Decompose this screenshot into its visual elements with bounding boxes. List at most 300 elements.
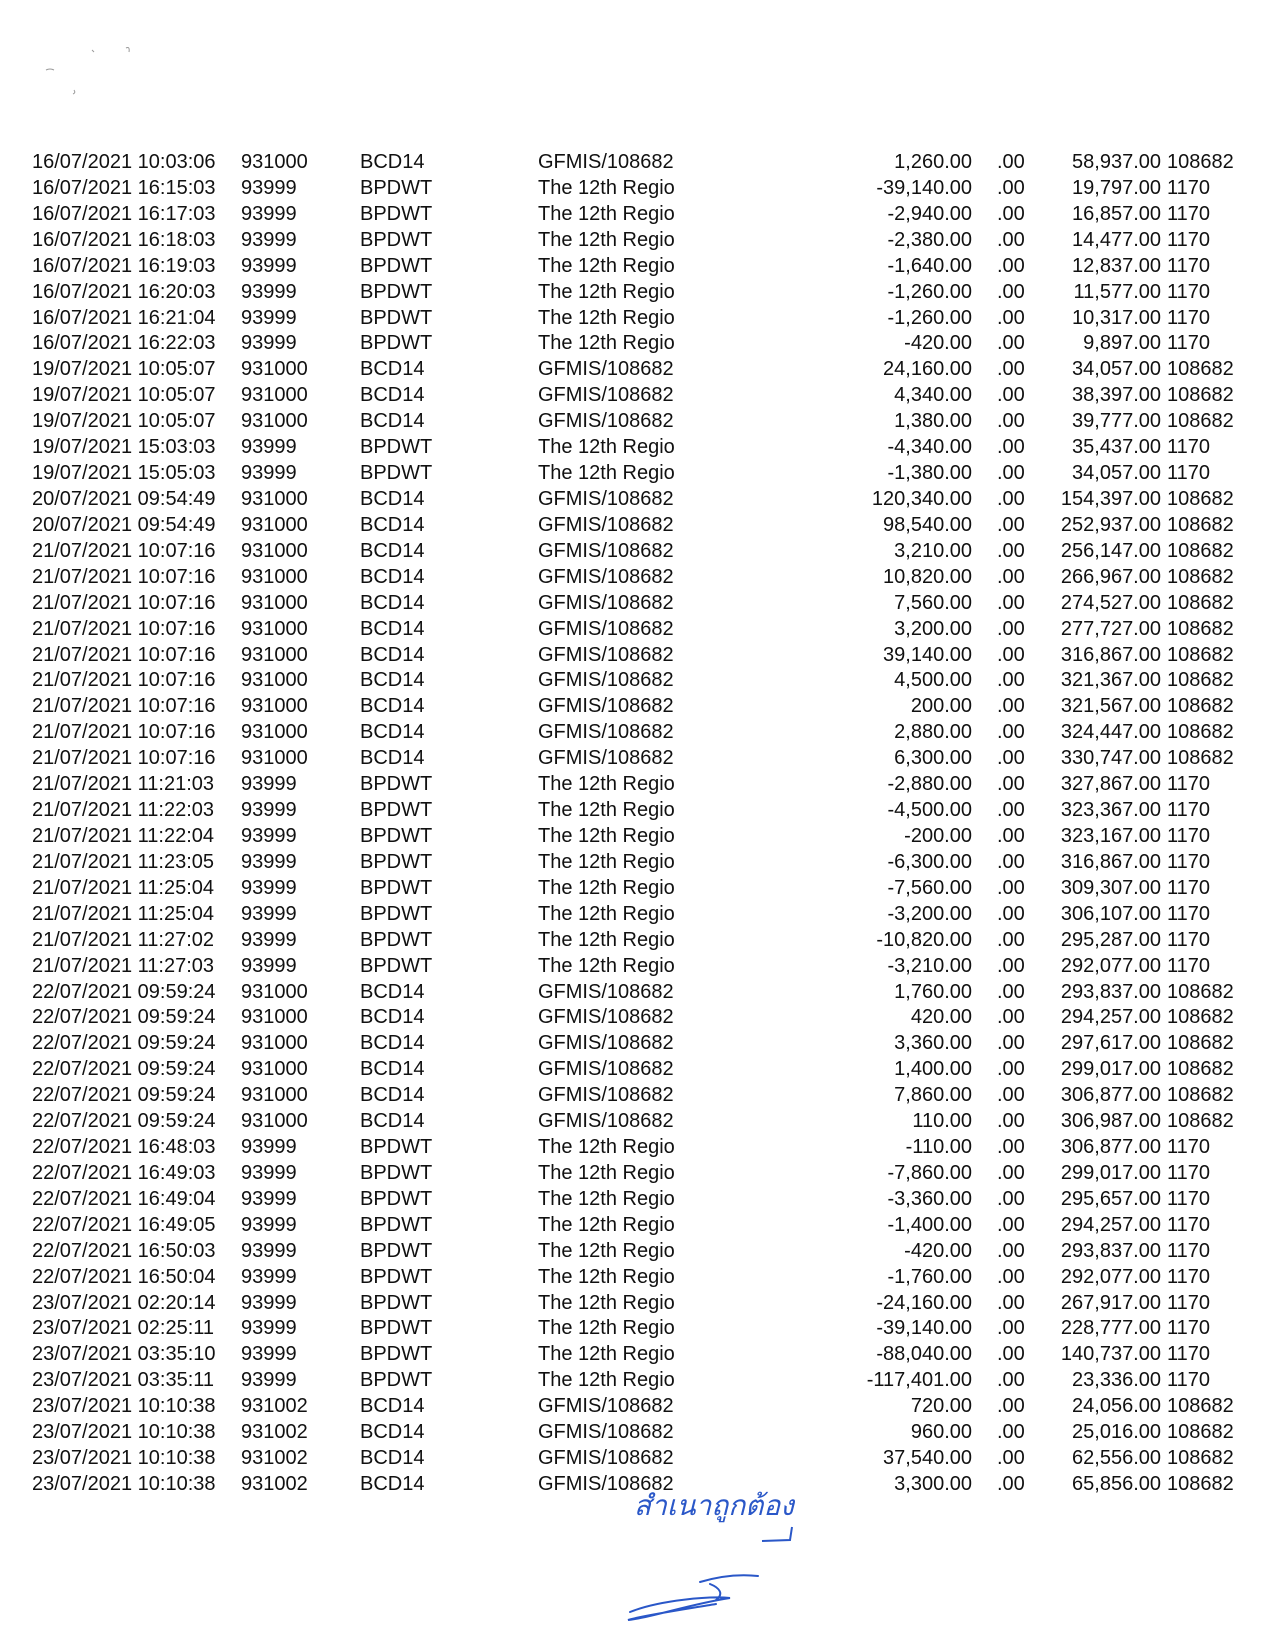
row-type: BCD14 (360, 1006, 425, 1029)
row-balance: 294,257.00 (1060, 1006, 1161, 1029)
row-type: BCD14 (360, 513, 425, 536)
row-reference: The 12th Regio (538, 954, 675, 977)
row-fee: .00 (997, 1161, 1025, 1184)
row-balance: 228,777.00 (1060, 1317, 1161, 1340)
row-reference: The 12th Regio (538, 254, 675, 277)
row-datetime: 23/07/2021 02:20:14 (32, 1291, 216, 1314)
table-row (0, 254, 1263, 280)
row-amount: 420.00 (910, 1006, 972, 1029)
row-account: 1170 (1167, 1239, 1211, 1262)
row-code: 93999 (241, 954, 297, 977)
row-fee: .00 (997, 280, 1025, 303)
table-row (0, 487, 1263, 513)
table-row (0, 1057, 1263, 1083)
row-datetime: 21/07/2021 10:07:16 (32, 617, 216, 640)
row-balance: 321,567.00 (1060, 695, 1161, 718)
row-type: BCD14 (360, 1084, 425, 1107)
row-reference: GFMIS/108682 (538, 1110, 674, 1133)
row-amount: -10,820.00 (876, 928, 972, 951)
row-reference: The 12th Regio (538, 1187, 675, 1210)
row-fee: .00 (997, 1317, 1025, 1340)
row-code: 931000 (241, 1084, 308, 1107)
row-datetime: 22/07/2021 09:59:24 (32, 1032, 216, 1055)
row-amount: 39,140.00 (883, 643, 972, 666)
table-row (0, 1342, 1263, 1368)
row-account: 108682 (1167, 565, 1234, 588)
row-code: 93999 (241, 928, 297, 951)
row-account: 108682 (1167, 358, 1234, 381)
row-fee: .00 (997, 1136, 1025, 1159)
row-balance: 295,287.00 (1060, 928, 1161, 951)
row-fee: .00 (997, 1032, 1025, 1055)
row-code: 931000 (241, 410, 308, 433)
row-reference: The 12th Regio (538, 928, 675, 951)
row-datetime: 19/07/2021 15:03:03 (32, 436, 216, 459)
row-type: BCD14 (360, 669, 425, 692)
row-account: 1170 (1167, 306, 1211, 329)
row-balance: 297,617.00 (1060, 1032, 1161, 1055)
row-reference: GFMIS/108682 (538, 1395, 674, 1418)
row-reference: The 12th Regio (538, 176, 675, 199)
row-reference: The 12th Regio (538, 1369, 675, 1392)
certified-copy-stamp: สำเนาถูกต้อง (634, 1489, 794, 1522)
row-type: BCD14 (360, 1395, 425, 1418)
row-amount: 3,300.00 (894, 1473, 972, 1496)
row-type: BCD14 (360, 1110, 425, 1133)
row-code: 93999 (241, 1187, 297, 1210)
row-amount: -39,140.00 (876, 1317, 972, 1340)
row-type: BCD14 (360, 1473, 425, 1496)
row-fee: .00 (997, 565, 1025, 588)
row-account: 1170 (1167, 928, 1211, 951)
row-amount: -24,160.00 (876, 1291, 972, 1314)
row-type: BCD14 (360, 591, 425, 614)
row-reference: GFMIS/108682 (538, 643, 674, 666)
row-account: 108682 (1167, 695, 1234, 718)
row-account: 108682 (1167, 591, 1234, 614)
row-code: 931000 (241, 1032, 308, 1055)
row-datetime: 16/07/2021 10:03:06 (32, 151, 216, 173)
table-row (0, 902, 1263, 928)
table-row (0, 565, 1263, 591)
row-fee: .00 (997, 747, 1025, 770)
row-amount: 1,380.00 (894, 410, 972, 433)
row-type: BPDWT (360, 1317, 433, 1340)
table-row (0, 306, 1263, 332)
row-datetime: 22/07/2021 16:49:04 (32, 1187, 216, 1210)
table-row (0, 357, 1263, 383)
row-account: 1170 (1167, 1291, 1211, 1314)
row-datetime: 21/07/2021 10:07:16 (32, 591, 216, 614)
row-balance: 34,057.00 (1072, 358, 1161, 381)
row-amount: 4,340.00 (894, 384, 972, 407)
row-code: 931000 (241, 487, 308, 510)
row-account: 108682 (1167, 617, 1234, 640)
row-balance: 316,867.00 (1060, 643, 1161, 666)
table-row (0, 720, 1263, 746)
row-account: 1170 (1167, 850, 1211, 873)
row-code: 931000 (241, 747, 308, 770)
row-balance: 309,307.00 (1060, 876, 1161, 899)
row-reference: GFMIS/108682 (538, 591, 674, 614)
row-reference: GFMIS/108682 (538, 747, 674, 770)
row-account: 108682 (1167, 747, 1234, 770)
row-reference: GFMIS/108682 (538, 539, 674, 562)
row-type: BPDWT (360, 1161, 433, 1184)
table-row (0, 539, 1263, 565)
row-type: BPDWT (360, 1136, 433, 1159)
row-datetime: 22/07/2021 09:59:24 (32, 1058, 216, 1081)
row-account: 1170 (1167, 1369, 1211, 1392)
row-datetime: 22/07/2021 16:50:04 (32, 1265, 216, 1288)
row-fee: .00 (997, 824, 1025, 847)
row-fee: .00 (997, 202, 1025, 225)
row-fee: .00 (997, 1291, 1025, 1314)
table-row (0, 1291, 1263, 1317)
row-type: BPDWT (360, 254, 433, 277)
row-code: 93999 (241, 1265, 297, 1288)
row-code: 931000 (241, 358, 308, 381)
row-amount: -7,860.00 (887, 1161, 972, 1184)
row-amount: -420.00 (904, 332, 972, 355)
row-amount: -1,760.00 (887, 1265, 972, 1288)
row-code: 93999 (241, 850, 297, 873)
row-balance: 306,877.00 (1060, 1084, 1161, 1107)
row-code: 93999 (241, 824, 297, 847)
row-reference: The 12th Regio (538, 1317, 675, 1340)
row-account: 1170 (1167, 1265, 1211, 1288)
row-datetime: 23/07/2021 10:10:38 (32, 1421, 216, 1444)
table-row (0, 876, 1263, 902)
row-reference: The 12th Regio (538, 850, 675, 873)
row-code: 931000 (241, 565, 308, 588)
row-type: BPDWT (360, 824, 433, 847)
row-fee: .00 (997, 358, 1025, 381)
row-fee: .00 (997, 176, 1025, 199)
table-row (0, 409, 1263, 435)
row-code: 931002 (241, 1395, 308, 1418)
row-account: 1170 (1167, 228, 1211, 251)
row-balance: 23,336.00 (1072, 1369, 1161, 1392)
row-type: BPDWT (360, 332, 433, 355)
row-balance: 252,937.00 (1060, 513, 1161, 536)
row-type: BPDWT (360, 954, 433, 977)
row-balance: 19,797.00 (1072, 176, 1161, 199)
row-balance: 266,967.00 (1060, 565, 1161, 588)
row-datetime: 22/07/2021 16:49:05 (32, 1213, 216, 1236)
row-code: 931002 (241, 1421, 308, 1444)
row-balance: 12,837.00 (1072, 254, 1161, 277)
table-row (0, 1083, 1263, 1109)
signature-mark (620, 1560, 800, 1630)
row-code: 93999 (241, 1291, 297, 1314)
row-reference: The 12th Regio (538, 280, 675, 303)
row-datetime: 21/07/2021 10:07:16 (32, 721, 216, 744)
row-datetime: 22/07/2021 09:59:24 (32, 1084, 216, 1107)
row-type: BCD14 (360, 410, 425, 433)
table-row (0, 954, 1263, 980)
row-datetime: 19/07/2021 10:05:07 (32, 410, 216, 433)
table-row (0, 1161, 1263, 1187)
row-amount: -1,640.00 (887, 254, 972, 277)
row-account: 1170 (1167, 1187, 1211, 1210)
row-fee: .00 (997, 1058, 1025, 1081)
row-amount: 110.00 (912, 1110, 972, 1133)
row-amount: 960.00 (910, 1421, 972, 1444)
row-code: 93999 (241, 1239, 297, 1262)
table-row (0, 331, 1263, 357)
table-row (0, 617, 1263, 643)
row-datetime: 16/07/2021 16:17:03 (32, 202, 216, 225)
row-reference: GFMIS/108682 (538, 980, 674, 1003)
table-row (0, 1187, 1263, 1213)
row-datetime: 16/07/2021 16:22:03 (32, 332, 216, 355)
row-account: 1170 (1167, 1343, 1211, 1366)
row-balance: 277,727.00 (1060, 617, 1161, 640)
row-type: BCD14 (360, 1447, 425, 1470)
row-amount: -6,300.00 (887, 850, 972, 873)
row-type: BPDWT (360, 1291, 433, 1314)
row-datetime: 21/07/2021 10:07:16 (32, 669, 216, 692)
row-amount: -88,040.00 (876, 1343, 972, 1366)
row-type: BCD14 (360, 358, 425, 381)
row-account: 1170 (1167, 436, 1211, 459)
row-amount: 1,760.00 (894, 980, 972, 1003)
row-code: 93999 (241, 228, 297, 251)
row-balance: 323,167.00 (1060, 824, 1161, 847)
row-balance: 35,437.00 (1072, 436, 1161, 459)
row-code: 93999 (241, 1317, 297, 1340)
row-code: 93999 (241, 254, 297, 277)
row-amount: 10,820.00 (883, 565, 972, 588)
table-row (0, 513, 1263, 539)
row-reference: The 12th Regio (538, 1161, 675, 1184)
row-amount: -3,200.00 (887, 902, 972, 925)
row-code: 93999 (241, 462, 297, 485)
row-datetime: 23/07/2021 10:10:38 (32, 1473, 216, 1496)
row-account: 1170 (1167, 876, 1211, 899)
row-fee: .00 (997, 410, 1025, 433)
row-fee: .00 (997, 513, 1025, 536)
row-code: 931000 (241, 695, 308, 718)
row-fee: .00 (997, 799, 1025, 822)
row-account: 1170 (1167, 954, 1211, 977)
table-row (0, 1135, 1263, 1161)
row-type: BPDWT (360, 876, 433, 899)
row-datetime: 20/07/2021 09:54:49 (32, 487, 216, 510)
row-code: 931002 (241, 1447, 308, 1470)
row-type: BPDWT (360, 773, 433, 796)
row-type: BPDWT (360, 1239, 433, 1262)
table-row (0, 228, 1263, 254)
table-row (0, 1316, 1263, 1342)
row-amount: -2,940.00 (887, 202, 972, 225)
row-account: 108682 (1167, 1110, 1234, 1133)
row-code: 93999 (241, 799, 297, 822)
row-fee: .00 (997, 1369, 1025, 1392)
row-datetime: 21/07/2021 10:07:16 (32, 565, 216, 588)
row-datetime: 20/07/2021 09:54:49 (32, 513, 216, 536)
row-type: BCD14 (360, 980, 425, 1003)
row-amount: -4,340.00 (887, 436, 972, 459)
row-reference: The 12th Regio (538, 1239, 675, 1262)
row-type: BPDWT (360, 1187, 433, 1210)
row-reference: GFMIS/108682 (538, 1421, 674, 1444)
row-datetime: 21/07/2021 10:07:16 (32, 747, 216, 770)
row-code: 93999 (241, 1213, 297, 1236)
row-reference: GFMIS/108682 (538, 410, 674, 433)
row-datetime: 21/07/2021 11:21:03 (32, 773, 215, 796)
row-type: BCD14 (360, 643, 425, 666)
table-row (0, 1005, 1263, 1031)
row-balance: 292,077.00 (1060, 954, 1161, 977)
row-fee: .00 (997, 902, 1025, 925)
table-row (0, 694, 1263, 720)
row-type: BPDWT (360, 1265, 433, 1288)
table-row (0, 1446, 1263, 1472)
table-row (0, 798, 1263, 824)
row-balance: 321,367.00 (1060, 669, 1161, 692)
row-datetime: 21/07/2021 10:07:16 (32, 539, 216, 562)
row-amount: 3,360.00 (894, 1032, 972, 1055)
row-type: BPDWT (360, 436, 433, 459)
row-code: 93999 (241, 876, 297, 899)
row-fee: .00 (997, 850, 1025, 873)
row-balance: 38,397.00 (1072, 384, 1161, 407)
row-fee: .00 (997, 436, 1025, 459)
row-balance: 306,107.00 (1060, 902, 1161, 925)
row-account: 108682 (1167, 1395, 1234, 1418)
row-fee: .00 (997, 1213, 1025, 1236)
row-reference: The 12th Regio (538, 228, 675, 251)
row-amount: -1,380.00 (887, 462, 972, 485)
row-amount: -4,500.00 (887, 799, 972, 822)
row-code: 931000 (241, 980, 308, 1003)
row-fee: .00 (997, 1395, 1025, 1418)
row-reference: GFMIS/108682 (538, 1473, 674, 1496)
row-amount: 98,540.00 (883, 513, 972, 536)
scan-marks (40, 40, 160, 110)
row-code: 931000 (241, 591, 308, 614)
row-amount: 1,260.00 (894, 151, 972, 173)
row-code: 93999 (241, 280, 297, 303)
row-reference: The 12th Regio (538, 462, 675, 485)
row-balance: 327,867.00 (1060, 773, 1161, 796)
row-datetime: 23/07/2021 02:25:11 (32, 1317, 215, 1340)
row-datetime: 21/07/2021 10:07:16 (32, 695, 216, 718)
row-fee: .00 (997, 1110, 1025, 1133)
row-amount: -2,880.00 (887, 773, 972, 796)
table-row (0, 824, 1263, 850)
row-amount: 37,540.00 (883, 1447, 972, 1470)
row-account: 108682 (1167, 410, 1234, 433)
row-account: 1170 (1167, 176, 1211, 199)
row-balance: 316,867.00 (1060, 850, 1161, 873)
row-amount: 720.00 (910, 1395, 972, 1418)
row-amount: 6,300.00 (894, 747, 972, 770)
row-code: 93999 (241, 1343, 297, 1366)
row-amount: -7,560.00 (887, 876, 972, 899)
row-balance: 58,937.00 (1072, 151, 1161, 173)
row-datetime: 19/07/2021 15:05:03 (32, 462, 216, 485)
row-amount: -2,380.00 (887, 228, 972, 251)
row-balance: 39,777.00 (1072, 410, 1161, 433)
row-balance: 140,737.00 (1060, 1343, 1161, 1366)
row-balance: 256,147.00 (1060, 539, 1161, 562)
row-reference: The 12th Regio (538, 1291, 675, 1314)
row-balance: 14,477.00 (1072, 228, 1161, 251)
row-reference: The 12th Regio (538, 824, 675, 847)
row-account: 1170 (1167, 1213, 1211, 1236)
row-account: 108682 (1167, 1006, 1234, 1029)
table-row (0, 435, 1263, 461)
row-fee: .00 (997, 591, 1025, 614)
row-balance: 330,747.00 (1060, 747, 1161, 770)
row-amount: 7,560.00 (894, 591, 972, 614)
row-amount: -3,360.00 (887, 1187, 972, 1210)
row-code: 93999 (241, 1136, 297, 1159)
row-type: BPDWT (360, 228, 433, 251)
row-fee: .00 (997, 539, 1025, 562)
table-row (0, 1420, 1263, 1446)
row-datetime: 21/07/2021 11:22:03 (32, 799, 215, 822)
row-datetime: 22/07/2021 09:59:24 (32, 1006, 216, 1029)
row-balance: 10,317.00 (1072, 306, 1161, 329)
row-balance: 293,837.00 (1060, 1239, 1161, 1262)
row-reference: GFMIS/108682 (538, 565, 674, 588)
row-datetime: 23/07/2021 03:35:10 (32, 1343, 216, 1366)
row-balance: 154,397.00 (1060, 487, 1161, 510)
row-fee: .00 (997, 1239, 1025, 1262)
table-row (0, 980, 1263, 1006)
row-amount: 3,210.00 (894, 539, 972, 562)
row-reference: The 12th Regio (538, 1136, 675, 1159)
row-account: 1170 (1167, 332, 1211, 355)
row-reference: The 12th Regio (538, 773, 675, 796)
row-code: 931000 (241, 384, 308, 407)
table-row (0, 1109, 1263, 1135)
table-row (0, 383, 1263, 409)
row-fee: .00 (997, 1006, 1025, 1029)
table-row (0, 461, 1263, 487)
row-account: 108682 (1167, 151, 1234, 173)
table-row (0, 150, 1263, 176)
row-code: 931000 (241, 643, 308, 666)
row-type: BPDWT (360, 176, 433, 199)
row-datetime: 22/07/2021 16:50:03 (32, 1239, 216, 1262)
row-datetime: 16/07/2021 16:21:04 (32, 306, 216, 329)
row-reference: GFMIS/108682 (538, 151, 674, 173)
row-balance: 62,556.00 (1072, 1447, 1161, 1470)
stamp-underline (760, 1525, 800, 1545)
row-code: 931000 (241, 1006, 308, 1029)
row-fee: .00 (997, 384, 1025, 407)
row-fee: .00 (997, 254, 1025, 277)
row-amount: 3,200.00 (894, 617, 972, 640)
row-fee: .00 (997, 228, 1025, 251)
row-account: 1170 (1167, 280, 1211, 303)
row-reference: GFMIS/108682 (538, 384, 674, 407)
row-datetime: 23/07/2021 03:35:11 (32, 1369, 215, 1392)
table-row (0, 202, 1263, 228)
row-amount: -3,210.00 (887, 954, 972, 977)
row-type: BCD14 (360, 747, 425, 770)
row-account: 108682 (1167, 1421, 1234, 1444)
row-balance: 34,057.00 (1072, 462, 1161, 485)
row-reference: GFMIS/108682 (538, 1006, 674, 1029)
row-account: 1170 (1167, 1317, 1211, 1340)
row-datetime: 23/07/2021 10:10:38 (32, 1395, 216, 1418)
